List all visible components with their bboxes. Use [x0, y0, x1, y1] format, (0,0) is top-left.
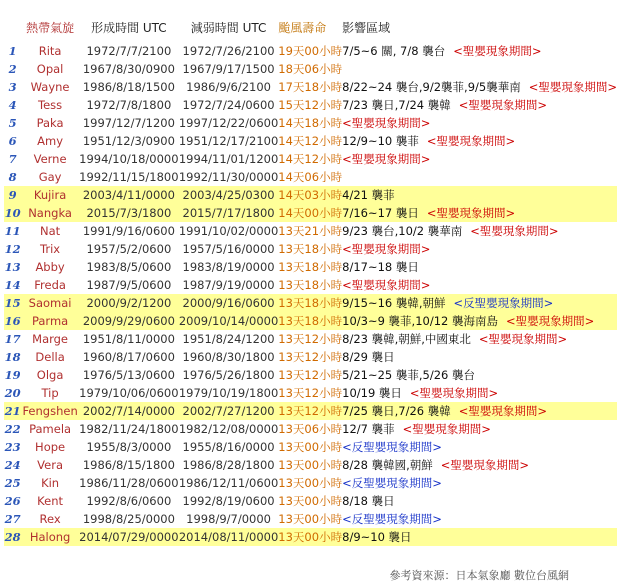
la-nina-tag: <反聖嬰現象期間>: [342, 512, 442, 526]
affected-area: [342, 348, 617, 366]
affected-area: [342, 456, 617, 474]
row-number: 7: [8, 152, 17, 166]
formed-time: 1992/8/6/0600: [86, 494, 172, 508]
formed-time: 1967/8/30/0900: [82, 62, 175, 76]
header-lifespan: 颱風壽命: [278, 21, 327, 35]
affected-area-text: 7/5~6 關, 7/8 襲台: [342, 44, 446, 58]
table-row: [4, 204, 617, 222]
affected-area-text: 8/23 襲韓,朝鮮,中國東北: [342, 332, 471, 346]
affected-area: [342, 114, 617, 132]
row-number: 6: [8, 134, 17, 148]
typhoon-name: Kujira: [21, 186, 79, 204]
table-row: [4, 96, 617, 114]
row-number: 24: [4, 458, 21, 472]
lifespan: 14天00小時: [278, 206, 343, 220]
affected-area-text: 8/29 襲日: [342, 350, 395, 364]
typhoon-name: Nangka: [21, 204, 79, 222]
affected-area: [342, 186, 617, 204]
dissipated-time: 1986/12/11/0600: [178, 476, 279, 490]
dissipated-time: 1955/8/16/0000: [182, 440, 275, 454]
affected-area: [342, 420, 617, 438]
affected-area-text: 8/17~18 襲日: [342, 260, 419, 274]
el-nino-tag: <聖嬰現象期間>: [478, 332, 568, 346]
affected-area: [342, 330, 617, 348]
lifespan: 13天18小時: [278, 260, 343, 274]
dissipated-time: 1951/12/17/2100: [178, 134, 279, 148]
affected-area-text: 12/9~10 襲菲: [342, 134, 419, 148]
lifespan: 17天18小時: [278, 80, 343, 94]
typhoon-name: Halong: [21, 528, 79, 546]
dissipated-time: 1986/8/28/1800: [182, 458, 275, 472]
affected-area: [342, 312, 617, 330]
row-number: 11: [4, 224, 21, 238]
affected-area-text: 9/23 襲台,10/2 襲華南: [342, 224, 463, 238]
dissipated-time: 1976/5/26/1800: [182, 368, 275, 382]
header-formed: 形成時間 UTC: [91, 21, 167, 35]
table-row: [4, 330, 617, 348]
formed-time: 2015/7/3/1800: [79, 204, 179, 222]
dissipated-time: 1960/8/30/1800: [182, 350, 275, 364]
typhoon-name: Opal: [36, 62, 64, 76]
row-number: 28: [4, 530, 21, 544]
lifespan: 13天18小時: [278, 314, 343, 328]
formed-time: 1994/10/18/0000: [79, 152, 179, 166]
table-row: [4, 528, 617, 546]
table-row: [4, 312, 617, 330]
dissipated-time: 1987/9/19/0000: [182, 278, 275, 292]
affected-area: [342, 402, 617, 420]
lifespan: 14天03小時: [278, 188, 343, 202]
table-row: [4, 240, 617, 258]
header-dissipated: 減弱時間 UTC: [190, 21, 267, 35]
formed-time: 1976/5/13/0600: [82, 368, 175, 382]
dissipated-time: 1957/5/16/0000: [182, 242, 275, 256]
dissipated-time: 1998/9/7/0000: [186, 512, 271, 526]
table-row: [4, 114, 617, 132]
formed-time: 2014/07/29/0000: [79, 530, 179, 544]
table-row: [4, 78, 617, 96]
dissipated-time: 1992/8/19/0600: [182, 494, 275, 508]
formed-time: 1986/11/28/0600: [79, 476, 179, 490]
table-row: [4, 366, 617, 384]
typhoon-name: Trix: [40, 242, 61, 256]
lifespan: 13天12小時: [278, 332, 343, 346]
lifespan: 15天12小時: [278, 98, 343, 112]
dissipated-time: 1972/7/24/0600: [182, 98, 275, 112]
typhoon-name: Marge: [32, 332, 69, 346]
formed-time: 1951/12/3/0900: [82, 134, 175, 148]
el-nino-tag: <聖嬰現象期間>: [470, 224, 559, 238]
affected-area-text: 8/22~24 襲台,9/2襲菲,9/5襲華南: [342, 80, 521, 94]
formed-time: 2003/4/11/0000: [79, 186, 179, 204]
formed-time: 2002/7/14/0000: [79, 402, 179, 420]
affected-area: [342, 78, 617, 96]
table-row: [4, 438, 617, 456]
formed-time: 1957/5/2/0600: [86, 242, 172, 256]
formed-time: 1991/9/16/0600: [82, 224, 175, 238]
affected-area: [342, 384, 617, 402]
typhoon-name: Parma: [21, 312, 79, 330]
affected-area: [342, 258, 617, 276]
row-number: 13: [4, 260, 21, 274]
lifespan: 13天00小時: [278, 476, 343, 490]
row-number: 4: [8, 98, 17, 112]
formed-time: 1986/8/18/1500: [82, 80, 175, 94]
dissipated-time: 1997/12/22/0600: [178, 116, 279, 130]
table-row: [4, 276, 617, 294]
lifespan: 14天12小時: [278, 152, 343, 166]
lifespan: 18天06小時: [278, 62, 343, 76]
typhoon-name: Abby: [35, 260, 65, 274]
lifespan: 13天12小時: [278, 368, 343, 382]
el-nino-tag: <聖嬰現象期間>: [440, 458, 530, 472]
lifespan: 13天18小時: [278, 278, 343, 292]
la-nina-tag: <反聖嬰現象期間>: [342, 440, 442, 454]
table-header-row: [4, 14, 617, 42]
typhoon-name: Wayne: [30, 80, 70, 94]
table-row: [4, 348, 617, 366]
formed-time: 1998/8/25/0000: [82, 512, 175, 526]
lifespan: 14天18小時: [278, 116, 343, 130]
row-number: 21: [4, 404, 21, 418]
row-number: 20: [4, 386, 21, 400]
table-row: [4, 150, 617, 168]
lifespan: 14天06小時: [278, 170, 343, 184]
row-number: 2: [8, 62, 17, 76]
table-row: [4, 222, 617, 240]
affected-area: [342, 132, 617, 150]
typhoon-name: Rita: [38, 44, 62, 58]
typhoon-name: Hope: [35, 440, 66, 454]
affected-area: [342, 276, 617, 294]
typhoon-name: Pamela: [29, 422, 72, 436]
row-number: 27: [4, 512, 21, 526]
row-number: 26: [4, 494, 21, 508]
formed-time: 1951/8/11/0000: [82, 332, 175, 346]
table-row: [4, 258, 617, 276]
el-nino-tag: <聖嬰現象期間>: [453, 44, 542, 58]
typhoon-table: [4, 14, 617, 546]
lifespan: 13天00小時: [278, 512, 343, 526]
el-nino-tag: <聖嬰現象期間>: [342, 278, 431, 292]
formed-time: 1982/11/24/1800: [79, 422, 179, 436]
dissipated-time: 2000/9/16/0600: [179, 294, 278, 312]
lifespan: 13天21小時: [278, 224, 343, 238]
el-nino-tag: <聖嬰現象期間>: [426, 134, 516, 148]
affected-area-text: 8/18 襲日: [342, 494, 395, 508]
formed-time: 1972/7/7/2100: [86, 44, 172, 58]
lifespan: 14天12小時: [278, 134, 343, 148]
lifespan: 13天12小時: [278, 386, 343, 400]
affected-area: [342, 168, 617, 186]
affected-area: [342, 438, 617, 456]
row-number: 8: [8, 170, 17, 184]
typhoon-name: Paka: [36, 116, 64, 130]
source-note: 參考資來源：日本氣象廳 數位台風網: [389, 569, 569, 582]
typhoon-name: Kin: [41, 476, 60, 490]
row-number: 9: [4, 186, 21, 204]
table-row: [4, 60, 617, 78]
affected-area-text: 10/3~9 襲菲,10/12 襲海南島: [342, 314, 499, 328]
dissipated-time: 1983/8/19/0000: [182, 260, 275, 274]
formed-time: 1960/8/17/0600: [82, 350, 175, 364]
affected-area-text: 12/7 襲菲: [342, 422, 395, 436]
dissipated-time: 1967/9/17/1500: [182, 62, 275, 76]
el-nino-tag: <聖嬰現象期間>: [342, 242, 431, 256]
el-nino-tag: <聖嬰現象期間>: [402, 422, 491, 436]
formed-time: 1979/10/06/0600: [79, 386, 179, 400]
table-row: [4, 420, 617, 438]
el-nino-tag: <聖嬰現象期間>: [342, 116, 431, 130]
row-number: 25: [4, 476, 21, 490]
table-row: [4, 384, 617, 402]
dissipated-time: 2003/4/25/0300: [179, 186, 278, 204]
affected-area-text: 7/23 襲日,7/24 襲韓: [342, 98, 451, 112]
dissipated-time: 1979/10/19/1800: [178, 386, 279, 400]
typhoon-name: Verne: [33, 152, 67, 166]
el-nino-tag: <聖嬰現象期間>: [426, 206, 516, 220]
affected-area: [342, 42, 617, 60]
row-number: 17: [4, 332, 21, 346]
lifespan: 13天18小時: [278, 296, 343, 310]
row-number: 16: [4, 314, 21, 328]
affected-area: [342, 294, 617, 312]
typhoon-name: Amy: [37, 134, 64, 148]
row-number: 3: [8, 80, 17, 94]
affected-area: [342, 96, 617, 114]
el-nino-tag: <聖嬰現象期間>: [458, 98, 548, 112]
row-number: 23: [4, 440, 21, 454]
row-number: 18: [4, 350, 21, 364]
affected-area-text: 8/9~10 襲日: [342, 530, 412, 544]
dissipated-time: 2015/7/17/1800: [179, 204, 278, 222]
affected-area: [342, 60, 617, 78]
table-row: [4, 132, 617, 150]
el-nino-tag: <聖嬰現象期間>: [342, 152, 431, 166]
lifespan: 13天12小時: [278, 350, 343, 364]
affected-area: [342, 204, 617, 222]
lifespan: 13天00小時: [278, 440, 343, 454]
el-nino-tag: <聖嬰現象期間>: [506, 314, 595, 328]
dissipated-time: 1986/9/6/2100: [186, 80, 271, 94]
el-nino-tag: <聖嬰現象期間>: [528, 80, 617, 94]
affected-area: [342, 510, 617, 528]
affected-area: [342, 150, 617, 168]
table-row: [4, 456, 617, 474]
el-nino-tag: <聖嬰現象期間>: [409, 386, 499, 400]
formed-time: 1997/12/7/1200: [82, 116, 175, 130]
lifespan: 19天00小時: [278, 44, 343, 58]
formed-time: 1972/7/8/1800: [86, 98, 172, 112]
formed-time: 1992/11/15/1800: [79, 170, 179, 184]
affected-area: [342, 222, 617, 240]
typhoon-name: Della: [35, 350, 65, 364]
row-number: 12: [4, 242, 21, 256]
table-row: [4, 186, 617, 204]
formed-time: 1987/9/5/0600: [86, 278, 172, 292]
el-nino-tag: <聖嬰現象期間>: [458, 404, 548, 418]
typhoon-name: Saomai: [21, 294, 79, 312]
affected-area-text: 10/19 襲日: [342, 386, 402, 400]
row-number: 1: [8, 44, 17, 58]
table-row: [4, 168, 617, 186]
table-row: [4, 474, 617, 492]
formed-time: 2009/9/29/0600: [79, 312, 179, 330]
formed-time: 1955/8/3/0000: [86, 440, 172, 454]
affected-area: [342, 366, 617, 384]
affected-area-text: 7/25 襲日,7/26 襲韓: [342, 404, 451, 418]
typhoon-name: Gay: [38, 170, 62, 184]
lifespan: 13天06小時: [278, 422, 343, 436]
dissipated-time: 2014/08/11/0000: [178, 530, 279, 544]
row-number: 5: [8, 116, 17, 130]
typhoon-name: Rex: [39, 512, 61, 526]
affected-area: [342, 492, 617, 510]
affected-area: [342, 240, 617, 258]
dissipated-time: 2009/10/14/0000: [178, 314, 279, 328]
typhoon-name: Olga: [36, 368, 64, 382]
dissipated-time: 1992/11/30/0000: [178, 170, 279, 184]
formed-time: 1983/8/5/0600: [86, 260, 172, 274]
typhoon-name: Fengshen: [22, 404, 78, 418]
dissipated-time: 1972/7/26/2100: [182, 44, 275, 58]
affected-area-text: 9/15~16 襲韓,朝鮮: [342, 296, 446, 310]
typhoon-name: Freda: [34, 278, 66, 292]
typhoon-name: Nat: [40, 224, 61, 238]
row-number: 19: [4, 368, 21, 382]
typhoon-name: Tess: [38, 98, 63, 112]
affected-area-text: 4/21 襲菲: [342, 188, 395, 202]
table-row: [4, 42, 617, 60]
affected-area-text: 7/16~17 襲日: [342, 206, 419, 220]
affected-area-text: 8/28 襲韓國,朝鮮: [342, 458, 433, 472]
row-number: 15: [4, 296, 21, 310]
table-row: [4, 492, 617, 510]
dissipated-time: 1991/10/02/0000: [178, 224, 279, 238]
row-number: 14: [4, 278, 21, 292]
la-nina-tag: <反聖嬰現象期間>: [342, 476, 442, 490]
row-number: 22: [4, 422, 21, 436]
lifespan: 13天00小時: [278, 458, 343, 472]
table-row: [4, 510, 617, 528]
formed-time: 2000/9/2/1200: [79, 294, 179, 312]
formed-time: 1986/8/15/1800: [82, 458, 175, 472]
dissipated-time: 2002/7/27/1200: [179, 402, 278, 420]
dissipated-time: 1951/8/24/1200: [182, 332, 275, 346]
dissipated-time: 1994/11/01/1200: [178, 152, 279, 166]
typhoon-name: Vera: [37, 458, 63, 472]
affected-area-text: 5/21~25 襲菲,5/26 襲台: [342, 368, 476, 382]
lifespan: 13天12小時: [278, 404, 343, 418]
lifespan: 13天18小時: [278, 242, 343, 256]
lifespan: 13天00小時: [278, 494, 343, 508]
typhoon-name: Tip: [41, 386, 59, 400]
affected-area: [342, 528, 617, 546]
lifespan: 13天00小時: [278, 530, 343, 544]
header-name: 熱帶氣旋: [26, 21, 75, 35]
table-row: [4, 402, 617, 420]
la-nina-tag: <反聖嬰現象期間>: [453, 296, 554, 310]
table-row: [4, 294, 617, 312]
row-number: 10: [4, 206, 21, 220]
affected-area: [342, 474, 617, 492]
header-area: 影響區域: [342, 21, 391, 35]
typhoon-name: Kent: [37, 494, 63, 508]
dissipated-time: 1982/12/08/0000: [178, 422, 279, 436]
